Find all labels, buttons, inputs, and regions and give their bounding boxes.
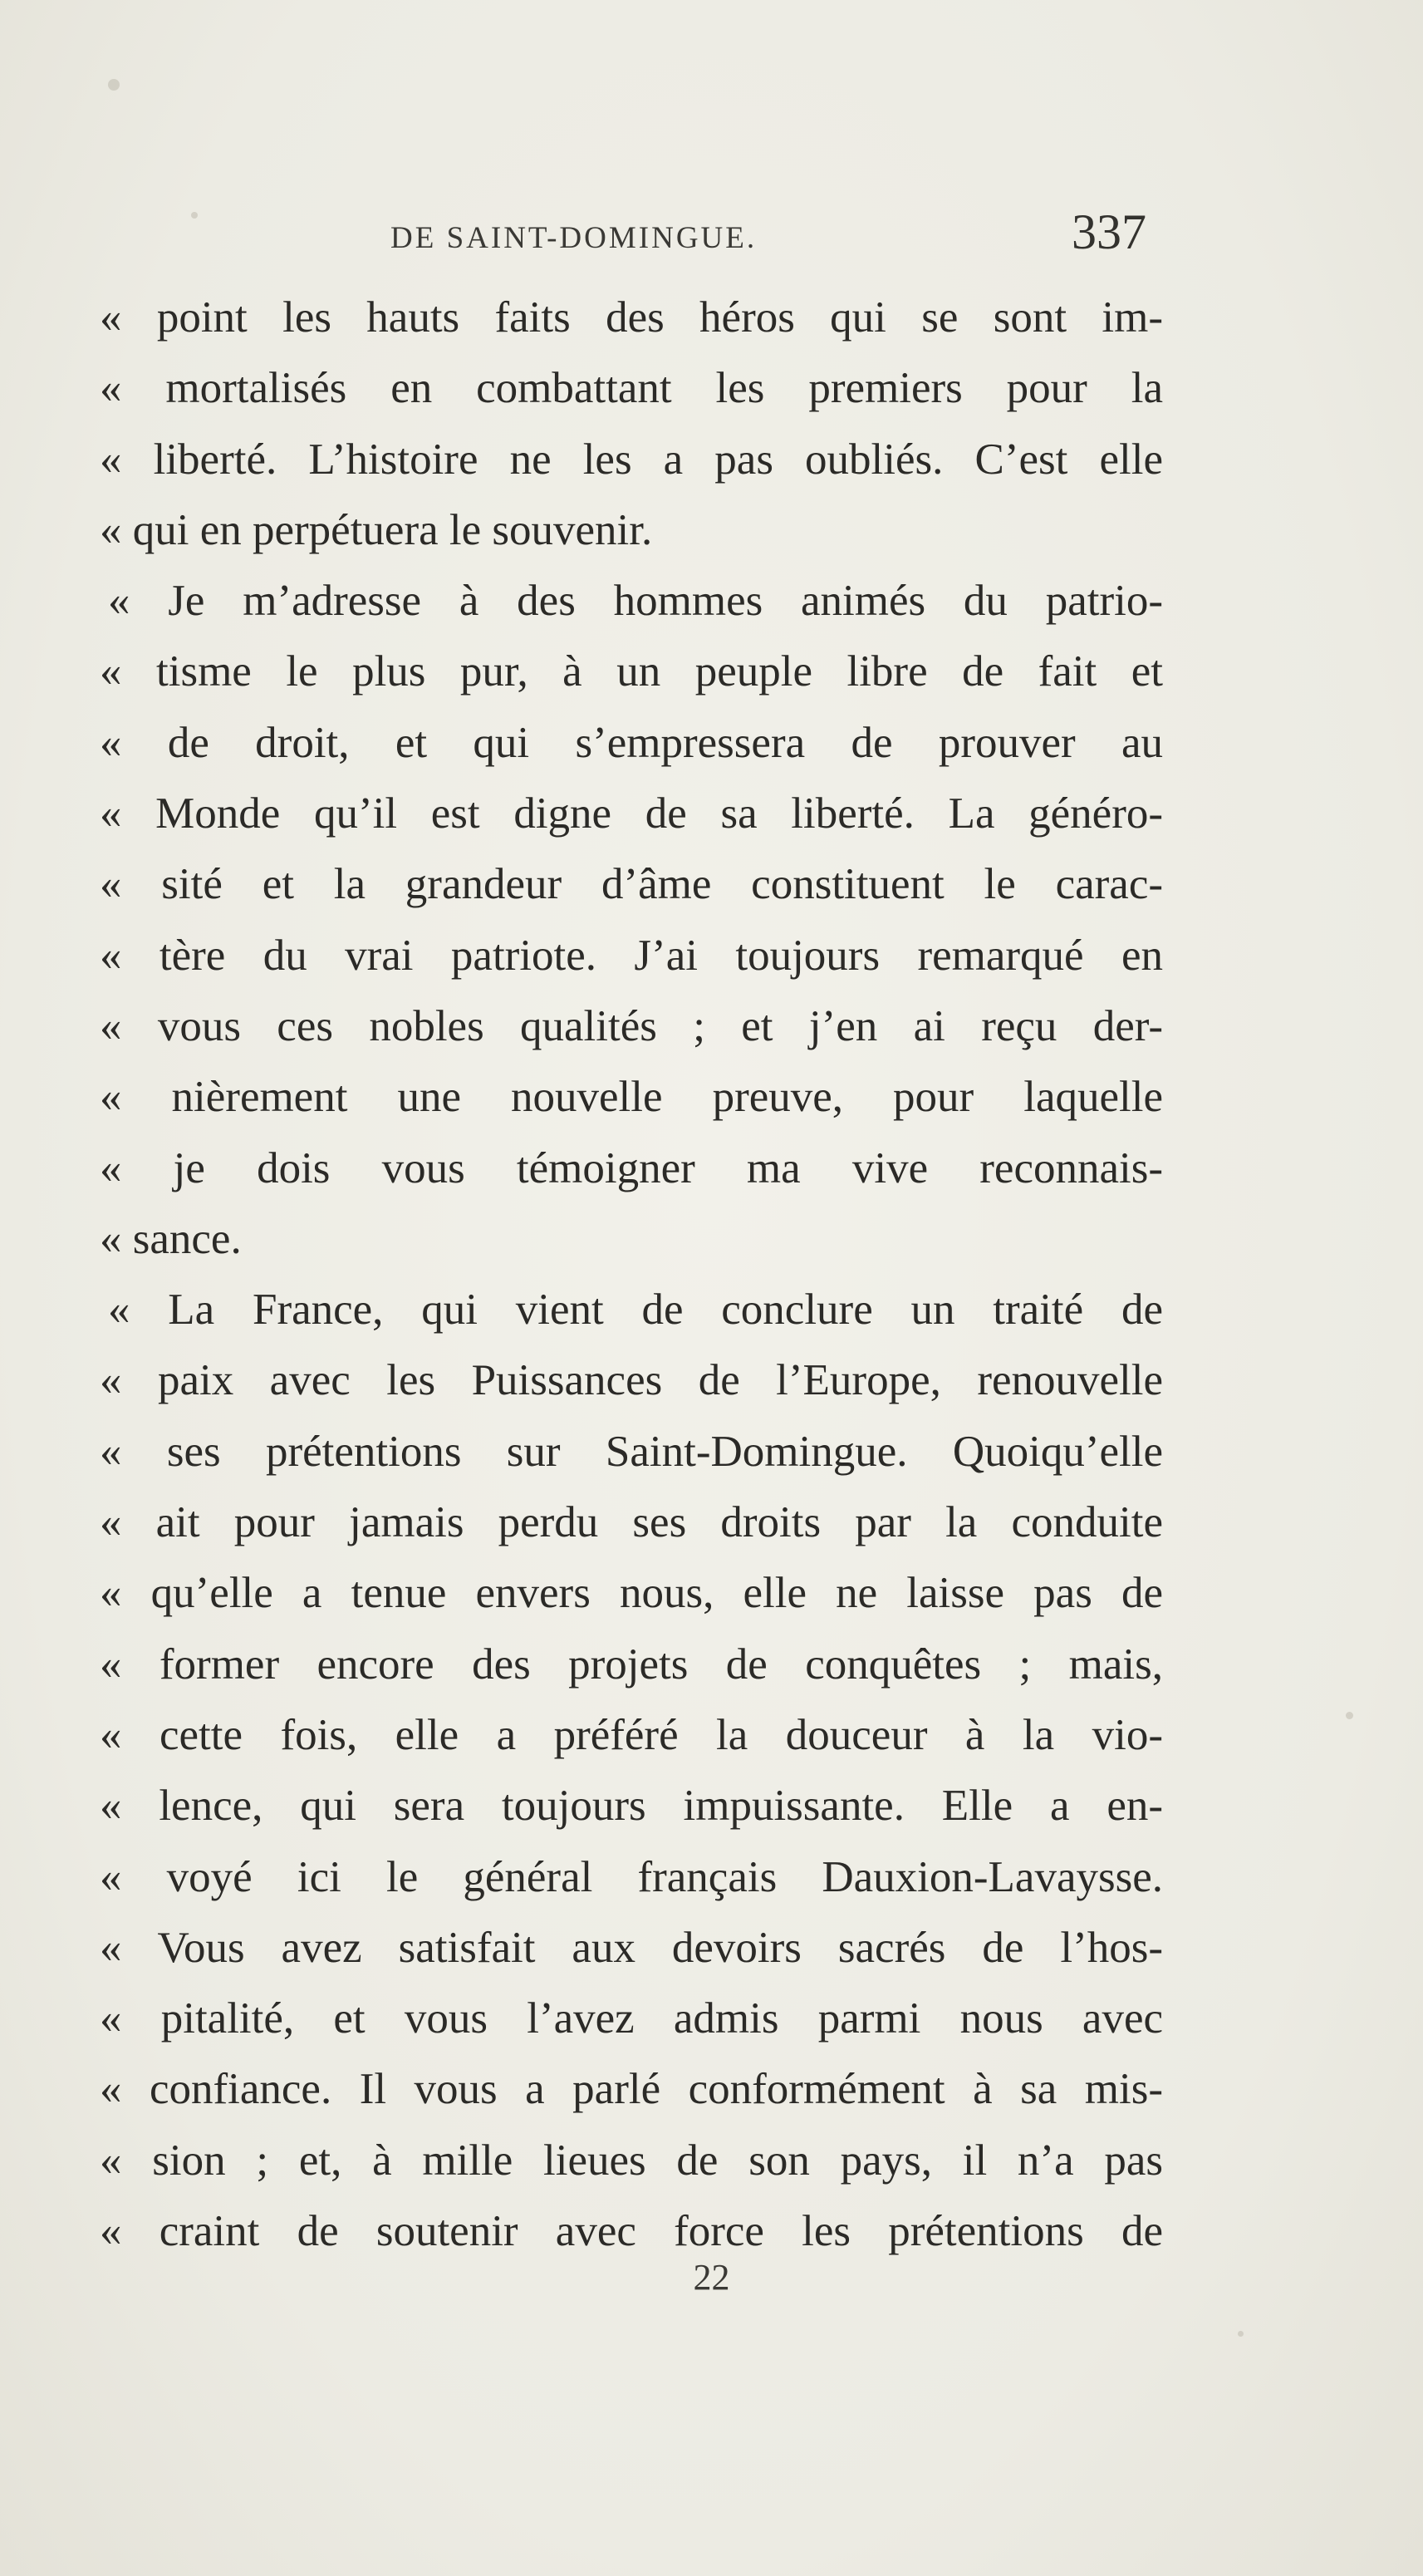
text-line: « de droit, et qui s’empressera de prouver au [100, 718, 1163, 767]
text-line: « Je m’adresse à des hommes animés du patrio- [108, 577, 1163, 626]
body-text [100, 283, 1163, 2267]
paper-speck [108, 79, 120, 91]
page-header [0, 187, 1423, 262]
signature-mark: 22 [693, 2257, 730, 2298]
text-line: « vous ces nobles qualités ; et j’en ai reçu der- [100, 1001, 1163, 1050]
text-line: « liberté. L’histoire ne les a pas oubliés. C’est elle [100, 435, 1163, 484]
text-line: « tisme le plus pur, à un peuple libre de fait et [100, 647, 1163, 696]
text-line: « Vous avez satisfait aux devoirs sacrés de l’hos- [100, 1923, 1163, 1972]
text-line: « former encore des projets de conquêtes ; mais, [100, 1639, 1163, 1689]
text-line: « voyé ici le général français Dauxion-Lavaysse. [100, 1852, 1163, 1901]
text-line: « qu’elle a tenue envers nous, elle ne laisse pas de [100, 1569, 1163, 1618]
text-line: « La France, qui vient de conclure un traité de [108, 1286, 1163, 1335]
text-line: « point les hauts faits des héros qui se sont im- [100, 293, 1163, 342]
text-line: « ses prétentions sur Saint-Domingue. Quoiqu’elle [100, 1427, 1163, 1476]
text-line: « sité et la grandeur d’âme constituent le carac- [100, 860, 1163, 909]
text-line: « mortalisés en combattant les premiers pour la [100, 364, 1163, 413]
text-line: « paix avec les Puissances de l’Europe, renouvelle [100, 1356, 1163, 1405]
running-head: DE SAINT-DOMINGUE. [390, 221, 758, 255]
text-line: « pitalité, et vous l’avez admis parmi nous avec [100, 1994, 1163, 2043]
text-line: « lence, qui sera toujours impuissante. Elle a en- [100, 1782, 1163, 1831]
text-line: « sion ; et, à mille lieues de son pays, il n’a pas [100, 2136, 1163, 2185]
text-line: « nièrement une nouvelle preuve, pour laquelle [100, 1073, 1163, 1122]
text-line: « craint de soutenir avec force les prétentions de [100, 2207, 1163, 2256]
text-line: « qui en perpétuera le souvenir. [100, 505, 653, 554]
text-line: « Monde qu’il est digne de sa liberté. La généro- [100, 789, 1163, 838]
text-line: « je dois vous témoigner ma vive reconnais- [100, 1143, 1163, 1192]
page-number: 337 [1072, 204, 1146, 259]
text-line: « confiance. Il vous a parlé conformément à sa mis- [100, 2065, 1163, 2114]
paper-speck [1346, 1712, 1353, 1719]
paper-speck [191, 212, 198, 219]
text-line: « ait pour jamais perdu ses droits par la conduite [100, 1498, 1163, 1547]
text-line: « sance. [100, 1214, 242, 1263]
paper-speck [1238, 2331, 1244, 2337]
text-line: « cette fois, elle a préféré la douceur à la vio- [100, 1710, 1163, 1759]
text-line: « tère du vrai patriote. J’ai toujours remarqué en [100, 931, 1163, 980]
